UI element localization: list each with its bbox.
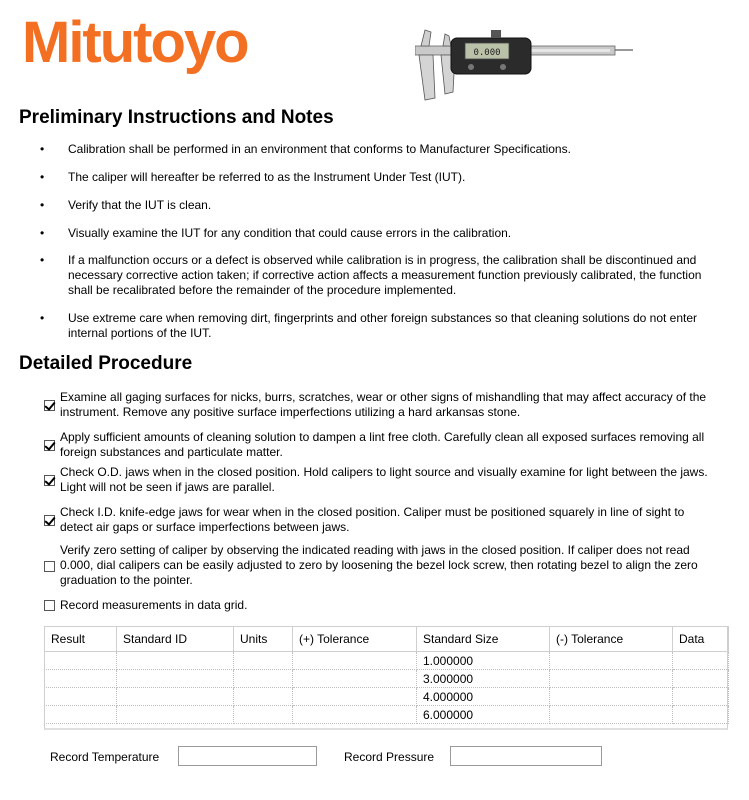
temperature-input[interactable] bbox=[178, 746, 317, 766]
grid-cell[interactable] bbox=[673, 670, 729, 688]
grid-cell[interactable] bbox=[117, 706, 234, 724]
grid-cell[interactable] bbox=[234, 688, 293, 706]
grid-cell[interactable] bbox=[673, 706, 729, 724]
grid-cell[interactable]: 4.000000 bbox=[417, 688, 550, 706]
grid-cell[interactable] bbox=[117, 688, 234, 706]
digital-caliper-image bbox=[415, 28, 635, 103]
table-row bbox=[45, 652, 729, 670]
grid-cell[interactable]: 3.000000 bbox=[417, 670, 550, 688]
grid-header-row bbox=[45, 627, 729, 652]
grid-cell[interactable] bbox=[550, 706, 673, 724]
grid-cell[interactable] bbox=[673, 688, 729, 706]
table-row bbox=[45, 706, 729, 724]
grid-cell[interactable] bbox=[117, 670, 234, 688]
grid-cell[interactable] bbox=[234, 706, 293, 724]
grid-cell[interactable] bbox=[550, 652, 673, 670]
step-text: Verify zero setting of caliper by observing the indicated reading with jaws in the closed position. If caliper does not read 0.000, dial calipers can be easily adjusted to zero by loosening the bezel lock screw, then rotating bezel to align the zero graduation to the pointer. bbox=[60, 543, 698, 587]
grid-cell[interactable] bbox=[550, 688, 673, 706]
grid-cell[interactable] bbox=[234, 652, 293, 670]
column-header-result[interactable]: Result bbox=[45, 627, 117, 652]
column-header-standard-id[interactable]: Standard ID bbox=[117, 627, 234, 652]
note-item: • Verify that the IUT is clean. bbox=[68, 198, 718, 213]
svg-text:0.000: 0.000 bbox=[473, 48, 501, 58]
grid-cell[interactable] bbox=[45, 706, 117, 724]
step-checkbox[interactable] bbox=[44, 561, 55, 572]
column-header-data[interactable]: Data bbox=[673, 627, 729, 652]
note-item: • The caliper will hereafter be referred to as the Instrument Under Test (IUT). bbox=[68, 170, 718, 185]
grid-cell[interactable] bbox=[293, 652, 417, 670]
step-text: Examine all gaging surfaces for nicks, burrs, scratches, wear or other signs of mishandling that may affect accuracy of the instrument. Remove any positive surface imperfections utilizing a hard arkansas stone. bbox=[60, 390, 707, 419]
measurement-data-grid bbox=[44, 626, 729, 724]
table-row bbox=[45, 670, 729, 688]
grid-cell[interactable] bbox=[117, 652, 234, 670]
step-checkbox[interactable] bbox=[44, 400, 55, 411]
pressure-input[interactable] bbox=[450, 746, 602, 766]
temperature-label: Record Temperature bbox=[50, 750, 160, 764]
grid-cell[interactable] bbox=[45, 688, 117, 706]
grid-cell[interactable] bbox=[234, 670, 293, 688]
step-checkbox[interactable] bbox=[44, 440, 55, 451]
grid-cell[interactable] bbox=[45, 670, 117, 688]
procedure-title: Detailed Procedure bbox=[19, 353, 193, 374]
note-item: • Calibration shall be performed in an environment that conforms to Manufacturer Specifications. bbox=[68, 142, 718, 157]
pressure-label: Record Pressure bbox=[344, 750, 435, 764]
grid-cell[interactable]: 1.000000 bbox=[417, 652, 550, 670]
grid-cell[interactable] bbox=[673, 652, 729, 670]
step-checkbox[interactable] bbox=[44, 600, 55, 611]
column-header-units[interactable]: Units bbox=[234, 627, 293, 652]
note-item: • If a malfunction occurs or a defect is observed while calibration is in progress, the calibration shall be discontinued and necessary corrective action taken; if corrective action affects a measurement function previously calibrated, the function shall be recalibrated before the remainder of the procedure implemented. bbox=[68, 253, 718, 298]
table-row bbox=[45, 688, 729, 706]
mitutoyo-logo: Mitutoyo bbox=[22, 10, 248, 75]
grid-cell[interactable]: 6.000000 bbox=[417, 706, 550, 724]
step-checkbox[interactable] bbox=[44, 475, 55, 486]
step-text: Record measurements in data grid. bbox=[60, 598, 248, 612]
grid-cell[interactable] bbox=[293, 706, 417, 724]
step-checkbox[interactable] bbox=[44, 515, 55, 526]
note-item: • Use extreme care when removing dirt, fingerprints and other foreign substances so that cleaning solutions do not enter internal portions of the IUT. bbox=[68, 311, 718, 341]
column-header-standard-size[interactable]: Standard Size bbox=[417, 627, 550, 652]
note-item: • Visually examine the IUT for any condition that could cause errors in the calibration. bbox=[68, 226, 718, 241]
step-text: Apply sufficient amounts of cleaning solution to dampen a lint free cloth. Carefully clean all exposed surfaces removing all foreign substances and particulate matter. bbox=[60, 430, 705, 459]
step-text: Check I.D. knife-edge jaws for wear when in the closed position. Caliper must be positioned squarely in line of sight to detect air gaps or surface imperfections between jaws. bbox=[60, 505, 685, 534]
column-header-minus-tolerance[interactable]: (-) Tolerance bbox=[550, 627, 673, 652]
column-header-plus-tolerance[interactable]: (+) Tolerance bbox=[293, 627, 417, 652]
grid-cell[interactable] bbox=[293, 688, 417, 706]
grid-cell[interactable] bbox=[45, 652, 117, 670]
preliminary-title: Preliminary Instructions and Notes bbox=[19, 107, 334, 128]
step-text: Check O.D. jaws when in the closed position. Hold calipers to light source and visually examine for light between the jaws. Light will not be seen if jaws are parallel. bbox=[60, 465, 708, 494]
grid-cell[interactable] bbox=[550, 670, 673, 688]
grid-cell[interactable] bbox=[293, 670, 417, 688]
